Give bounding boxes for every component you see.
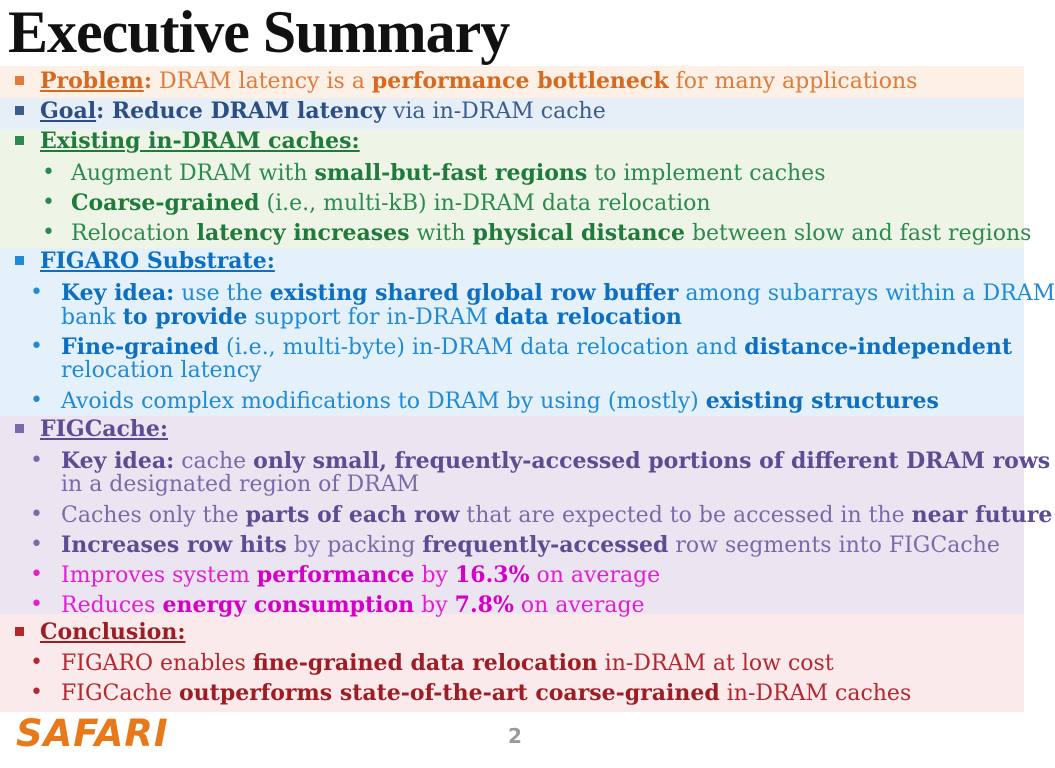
text: among subarrays within a DRAM [678,281,1055,306]
text: Improves system [61,563,257,588]
bold-text: existing shared global row buffer [269,280,679,306]
bullet-dot-icon: • [30,562,43,587]
bold-text: latency increases [196,220,410,246]
bullet-dot-icon: • [42,220,55,245]
bullet-dot-icon: • [30,334,43,359]
problem-text-2: for many applications [668,69,918,94]
goal-bold-1: : Reduce DRAM latency [96,98,386,124]
figaro-bullet-0-cont [61,304,682,331]
bold-text: fine-grained data relocation [252,650,598,676]
text: with [409,221,473,246]
existing-bullet-1 [71,190,711,217]
bold-text: existing structures [705,388,939,414]
conclusion-heading: Conclusion: [40,619,186,645]
figaro-bullet-0 [61,280,1055,307]
text: Relocation [71,221,197,246]
text: by [414,593,455,618]
text: to implement caches [587,161,826,186]
problem-line [40,68,917,95]
figaro-bullet-2 [61,388,939,415]
text: use the [174,281,270,306]
bold-text: outperforms state-of-the-art coarse-grained [178,680,720,706]
text: Reduces [61,593,163,618]
bullet-dot-icon: • [30,650,43,675]
bullet-dot-icon: • [30,388,43,413]
safari-logo: SAFARI [16,712,169,755]
conclusion-bullet-0 [61,650,834,677]
bold-text: only small, frequently-accessed portions of different DRAM rows [253,448,1051,474]
figcache-heading: FIGCache: [40,416,168,442]
text: bank [61,305,123,330]
bold-text: parts of each row [245,502,460,528]
bullet-dot-icon: • [30,502,43,527]
bullet-dot-icon: • [30,532,43,557]
bullet-dot-icon: • [30,280,43,305]
bullet-dot-icon: • [30,448,43,473]
text: by [414,563,455,588]
figcache-bullet-2 [61,532,1000,559]
square-bullet-icon [15,76,24,85]
figcache-bullet-0 [61,448,1050,475]
text: (i.e., multi-kB) in-DRAM data relocation [259,191,711,216]
goal-line [40,98,606,125]
figcache-bullet-1 [61,502,1052,529]
problem-label: Problem [40,68,144,94]
bold-text: energy consumption [162,592,415,618]
square-bullet-icon [15,256,24,265]
page-title: Executive Summary [8,0,510,65]
bold-text: Key idea: [61,280,175,306]
text: Augment DRAM with [71,161,315,186]
text: Avoids complex modifications to DRAM by using (mostly) [61,389,706,414]
text: on average [513,593,645,618]
figcache-bullet-0-cont: in a designated region of DRAM [61,472,420,497]
bullet-dot-icon: • [30,680,43,705]
bold-text: to provide [122,304,248,330]
bold-text: distance-independent [744,334,1013,360]
text: FIGARO enables [61,651,253,676]
text: cache [174,449,254,474]
text: by packing [286,533,423,558]
figaro-bullet-1 [61,334,1012,361]
problem-bold-1: performance bottleneck [371,68,669,94]
problem-text-1: DRAM latency is a [151,69,372,94]
bold-text: Increases row hits [61,532,287,558]
bold-text: 7.8% [454,592,514,618]
problem-colon: : [143,68,152,94]
existing-bullet-2 [71,220,1031,247]
square-bullet-icon [15,424,24,433]
bold-text: small-but-fast regions [314,160,588,186]
bold-text: 16.3% [454,562,530,588]
figcache-bullet-4 [61,592,645,619]
bullet-dot-icon: • [42,160,55,185]
text: that are expected to be accessed in the [459,503,912,528]
existing-heading: Existing in-DRAM caches: [40,128,360,154]
square-bullet-icon [15,627,24,636]
conclusion-bullet-1 [61,680,911,707]
bold-text: frequently-accessed [422,532,669,558]
bold-text: Coarse-grained [71,190,260,216]
bold-text: performance [256,562,415,588]
text: FIGCache [61,681,179,706]
page-number: 2 [508,724,522,748]
bullet-dot-icon: • [30,592,43,617]
bold-text: physical distance [472,220,685,246]
text: on average [529,563,661,588]
goal-text-1: via in-DRAM cache [385,99,606,124]
bold-text: near future [911,502,1053,528]
square-bullet-icon [15,106,24,115]
text: (i.e., multi-byte) in-DRAM data relocation and [219,335,745,360]
text: Caches only the [61,503,246,528]
goal-label: Goal [40,98,97,124]
text: row segments into FIGCache [668,533,1000,558]
text: in-DRAM at low cost [597,651,834,676]
square-bullet-icon [15,136,24,145]
existing-bullet-0 [71,160,826,187]
text: between slow and fast regions [684,221,1032,246]
text: support for in-DRAM [247,305,495,330]
bold-text: Fine-grained [61,334,220,360]
figaro-heading: FIGARO Substrate: [40,248,275,274]
bullet-dot-icon: • [42,190,55,215]
figaro-bullet-1-cont: relocation latency [61,358,262,383]
bold-text: data relocation [494,304,682,330]
figcache-bullet-3 [61,562,660,589]
bold-text: Key idea: [61,448,175,474]
text: in-DRAM caches [719,681,912,706]
